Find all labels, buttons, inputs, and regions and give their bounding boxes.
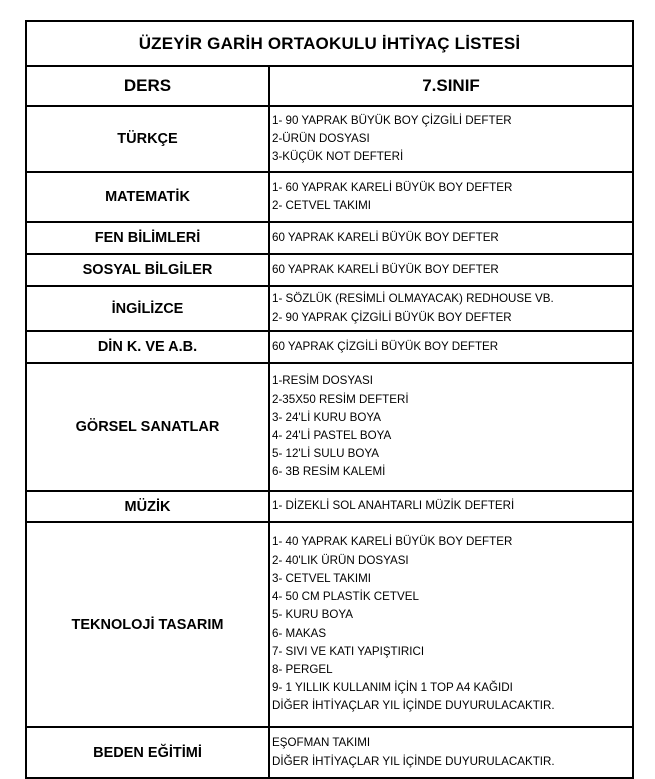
supply-items <box>269 363 633 491</box>
subject-name: İNGİLİZCE <box>26 286 269 331</box>
subject-name: MATEMATİK <box>26 172 269 222</box>
supply-items <box>269 254 633 286</box>
supply-items <box>269 331 633 363</box>
subject-name: BEDEN EĞİTİMİ <box>26 727 269 778</box>
supply-list-table <box>25 20 634 779</box>
supply-item: 8- PERGEL <box>272 662 333 676</box>
supply-item: 1- 40 YAPRAK KARELİ BÜYÜK BOY DEFTER <box>272 535 513 549</box>
subject-row <box>26 363 633 491</box>
supply-item: 7- SIVI VE KATI YAPIŞTIRICI <box>272 644 425 658</box>
supply-item: 3- 24'Lİ KURU BOYA <box>272 410 381 424</box>
grade-column-header: 7.SINIF <box>269 66 633 106</box>
supply-item: 60 YAPRAK KARELİ BÜYÜK BOY DEFTER <box>272 230 499 244</box>
subject-name: SOSYAL BİLGİLER <box>26 254 269 286</box>
supply-item: 60 YAPRAK ÇİZGİLİ BÜYÜK BOY DEFTER <box>272 339 499 353</box>
supply-item: 3- CETVEL TAKIMI <box>272 571 371 585</box>
supply-item: 1-RESİM DOSYASI <box>272 374 373 388</box>
subject-row <box>26 254 633 286</box>
subject-row <box>26 286 633 331</box>
subject-name: DİN K. VE A.B. <box>26 331 269 363</box>
subject-name: FEN BİLİMLERİ <box>26 222 269 254</box>
supply-item: 5- 12'Lİ SULU BOYA <box>272 447 380 461</box>
supply-item: 6- 3B RESİM KALEMİ <box>272 465 386 479</box>
subject-row <box>26 172 633 222</box>
supply-item: 3-KÜÇÜK NOT DEFTERİ <box>272 150 404 164</box>
supply-item: EŞOFMAN TAKIMI <box>272 736 371 750</box>
supply-items <box>269 491 633 522</box>
supply-items <box>269 172 633 222</box>
subject-name: GÖRSEL SANATLAR <box>26 363 269 491</box>
supply-items <box>269 727 633 778</box>
subject-row <box>26 331 633 363</box>
supply-items <box>269 222 633 254</box>
supply-items <box>269 522 633 727</box>
supply-item: 60 YAPRAK KARELİ BÜYÜK BOY DEFTER <box>272 262 499 276</box>
supply-item: 9- 1 YILLIK KULLANIM İÇİN 1 TOP A4 KAĞIDI <box>272 681 513 695</box>
subject-row <box>26 522 633 727</box>
subject-name: TÜRKÇE <box>26 106 269 172</box>
subject-row <box>26 222 633 254</box>
title-row <box>26 21 633 66</box>
subject-row <box>26 106 633 172</box>
supply-item: 2-ÜRÜN DOSYASI <box>272 131 370 145</box>
supply-item: 1- 60 YAPRAK KARELİ BÜYÜK BOY DEFTER <box>272 180 513 194</box>
header-row <box>26 66 633 106</box>
supply-item: 2- 90 YAPRAK ÇİZGİLİ BÜYÜK BOY DEFTER <box>272 310 512 324</box>
subject-name: MÜZİK <box>26 491 269 522</box>
list-title: ÜZEYİR GARİH ORTAOKULU İHTİYAÇ LİSTESİ <box>26 21 633 66</box>
supply-item: 4- 24'Lİ PASTEL BOYA <box>272 429 392 442</box>
supply-item: 1- DİZEKLİ SOL ANAHTARLI MÜZİK DEFTERİ <box>272 499 515 513</box>
supply-item: 2-35X50 RESİM DEFTERİ <box>272 392 409 406</box>
subject-row <box>26 491 633 522</box>
supply-item: DİĞER İHTİYAÇLAR YIL İÇİNDE DUYURULACAKTIR. <box>272 754 555 768</box>
supply-item: DİĞER İHTİYAÇLAR YIL İÇİNDE DUYURULACAKTIR. <box>272 699 555 713</box>
supply-item: 6- MAKAS <box>272 626 327 640</box>
supply-item: 2- CETVEL TAKIMI <box>272 199 371 212</box>
supply-item: 5- KURU BOYA <box>272 608 353 622</box>
supply-items <box>269 286 633 331</box>
supply-list-sheet <box>25 20 632 779</box>
supply-items <box>269 106 633 172</box>
supply-item: 1- 90 YAPRAK BÜYÜK BOY ÇİZGİLİ DEFTER <box>272 113 512 127</box>
subject-column-header: DERS <box>26 66 269 106</box>
subject-row <box>26 727 633 778</box>
subject-name: TEKNOLOJİ TASARIM <box>26 522 269 727</box>
supply-item: 1- SÖZLÜK (RESİMLİ OLMAYACAK) REDHOUSE VB. <box>272 292 554 306</box>
supply-item: 4- 50 CM PLASTİK CETVEL <box>272 590 419 604</box>
supply-item: 2- 40'LIK ÜRÜN DOSYASI <box>272 553 409 567</box>
